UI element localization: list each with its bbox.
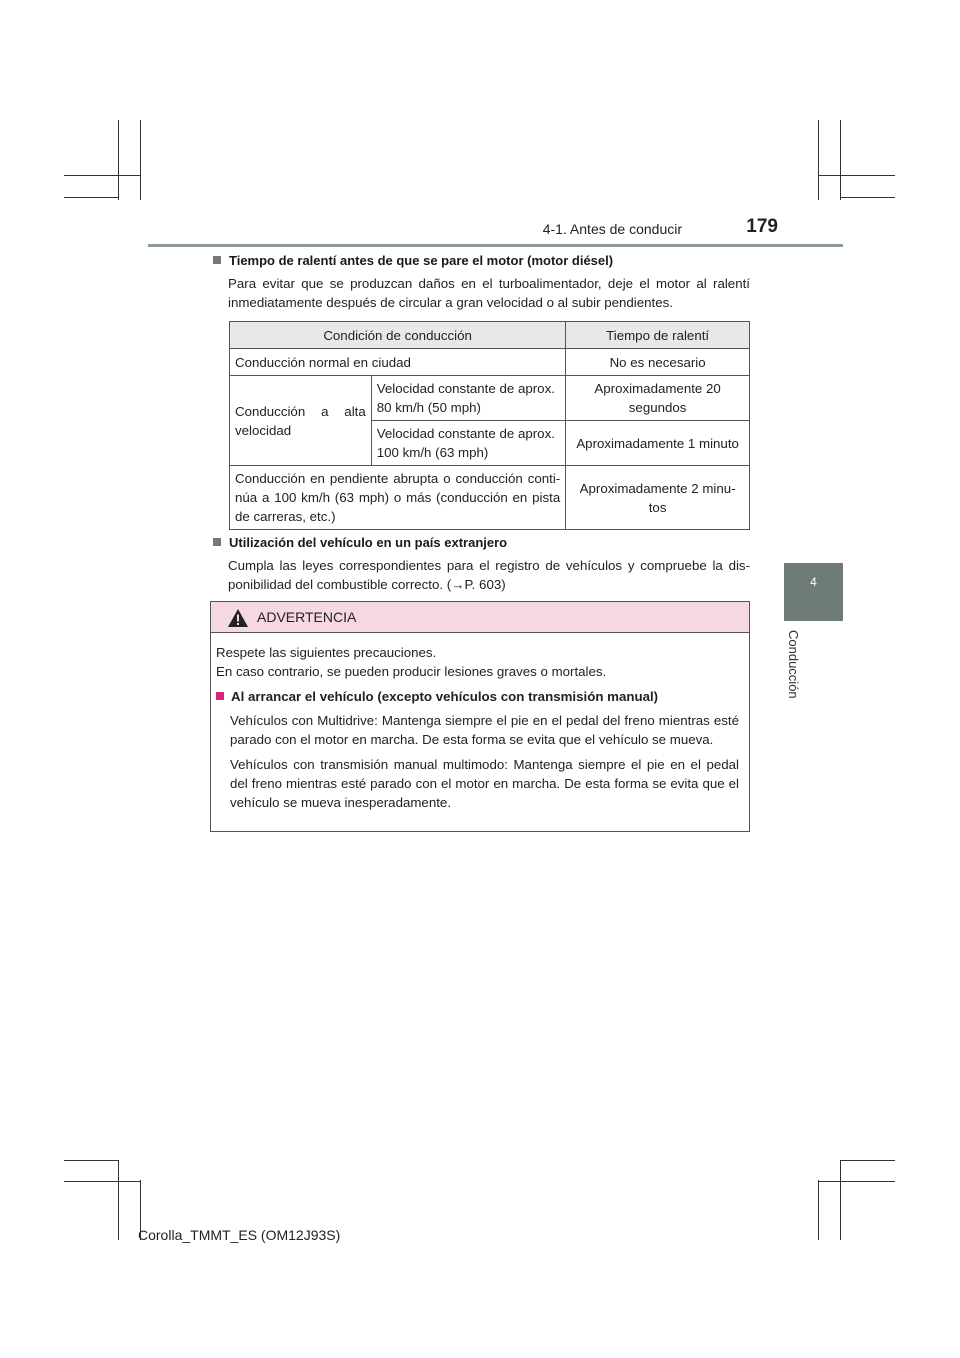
table-cell: Conducción en pendiente abrupta o conducción conti-núa a 100 km/h (63 mph) o más (conducción en pista de carreras, etc.) [230, 466, 566, 530]
idle-heading: Tiempo de ralentí antes de que se pare el motor (motor diésel) [213, 253, 750, 268]
table-cell: Conducción normal en ciudad [230, 349, 566, 376]
crop-mark [818, 1181, 895, 1182]
table-header-time: Tiempo de ralentí [566, 322, 750, 349]
warning-paragraph: Vehículos con Multidrive: Mantenga siempre el pie en el pedal del freno mientras esté parado con el motor en marcha. De esta forma se evita que el vehículo se mueva. [230, 713, 739, 747]
warning-subheading: Al arrancar el vehículo (excepto vehículos con transmisión manual) [216, 687, 739, 706]
crop-mark [64, 1160, 119, 1161]
chapter-tab [784, 563, 843, 621]
table-row [230, 466, 750, 530]
warning-body [211, 633, 749, 812]
section-title: 4-1. Antes de conducir [542, 221, 682, 237]
table-cell: Conducción a alta velocidad [230, 376, 372, 466]
crop-mark [140, 120, 141, 200]
warning-box [210, 601, 750, 832]
table-header-row [230, 322, 750, 349]
bullet-square-icon [216, 692, 224, 700]
header-rule [148, 244, 843, 247]
warning-intro: Respete las siguientes precauciones. [216, 645, 437, 660]
idle-time-table [229, 321, 750, 530]
page-number: 179 [746, 216, 778, 237]
crop-mark [64, 175, 141, 176]
bullet-square-icon [213, 538, 221, 546]
crop-mark [118, 120, 119, 200]
crop-mark [840, 120, 841, 200]
warning-header [211, 602, 749, 633]
warning-title: ADVERTENCIA [257, 609, 357, 625]
bullet-square-icon [213, 256, 221, 264]
table-header-condition: Condición de conducción [230, 322, 566, 349]
table-cell: Aproximadamente 2 minu-tos [566, 466, 750, 530]
crop-mark [840, 197, 895, 198]
abroad-heading: Utilización del vehículo en un país extranjero [213, 535, 750, 550]
abroad-section [213, 535, 750, 594]
table-cell: Velocidad constante de aprox. 80 km/h (50 mph) [371, 376, 565, 421]
crop-mark [64, 197, 119, 198]
warning-paragraph: Vehículos con transmisión manual multimodo: Mantenga siempre el pie en el pedal del freno mientras esté parado con el motor en marcha. De esta forma se evita que el vehículo se mueva inesperadamente. [230, 757, 739, 810]
warning-triangle-icon [227, 608, 249, 628]
table-row [230, 349, 750, 376]
idle-section [213, 253, 750, 312]
crop-mark [118, 1160, 119, 1240]
crop-mark [818, 175, 895, 176]
abroad-paragraph: Cumpla las leyes correspondientes para el registro de vehículos y compruebe la dis-ponibilidad del combustible correcto. (→P. 603) [228, 558, 750, 592]
table-cell: Aproximadamente 1 minuto [566, 421, 750, 466]
table-row [230, 376, 750, 421]
chapter-number: 4 [810, 575, 817, 589]
crop-mark [840, 1160, 841, 1240]
crop-mark [818, 120, 819, 200]
table-cell: Aproximadamente 20 segundos [566, 376, 750, 421]
idle-paragraph: Para evitar que se produzcan daños en el turboalimentador, deje el motor al ralentí inmediatamente después de circular a gran velocidad o al subir pendientes. [228, 276, 750, 310]
warning-intro: En caso contrario, se pueden producir lesiones graves o mortales. [216, 664, 607, 679]
crop-mark [818, 1180, 819, 1240]
crop-mark [64, 1181, 141, 1182]
chapter-label: Conducción [786, 630, 801, 699]
table-cell: Velocidad constante de aprox. 100 km/h (63 mph) [371, 421, 565, 466]
crop-mark [840, 1160, 895, 1161]
table-cell: No es necesario [566, 349, 750, 376]
document-code: Corolla_TMMT_ES (OM12J93S) [138, 1227, 341, 1243]
